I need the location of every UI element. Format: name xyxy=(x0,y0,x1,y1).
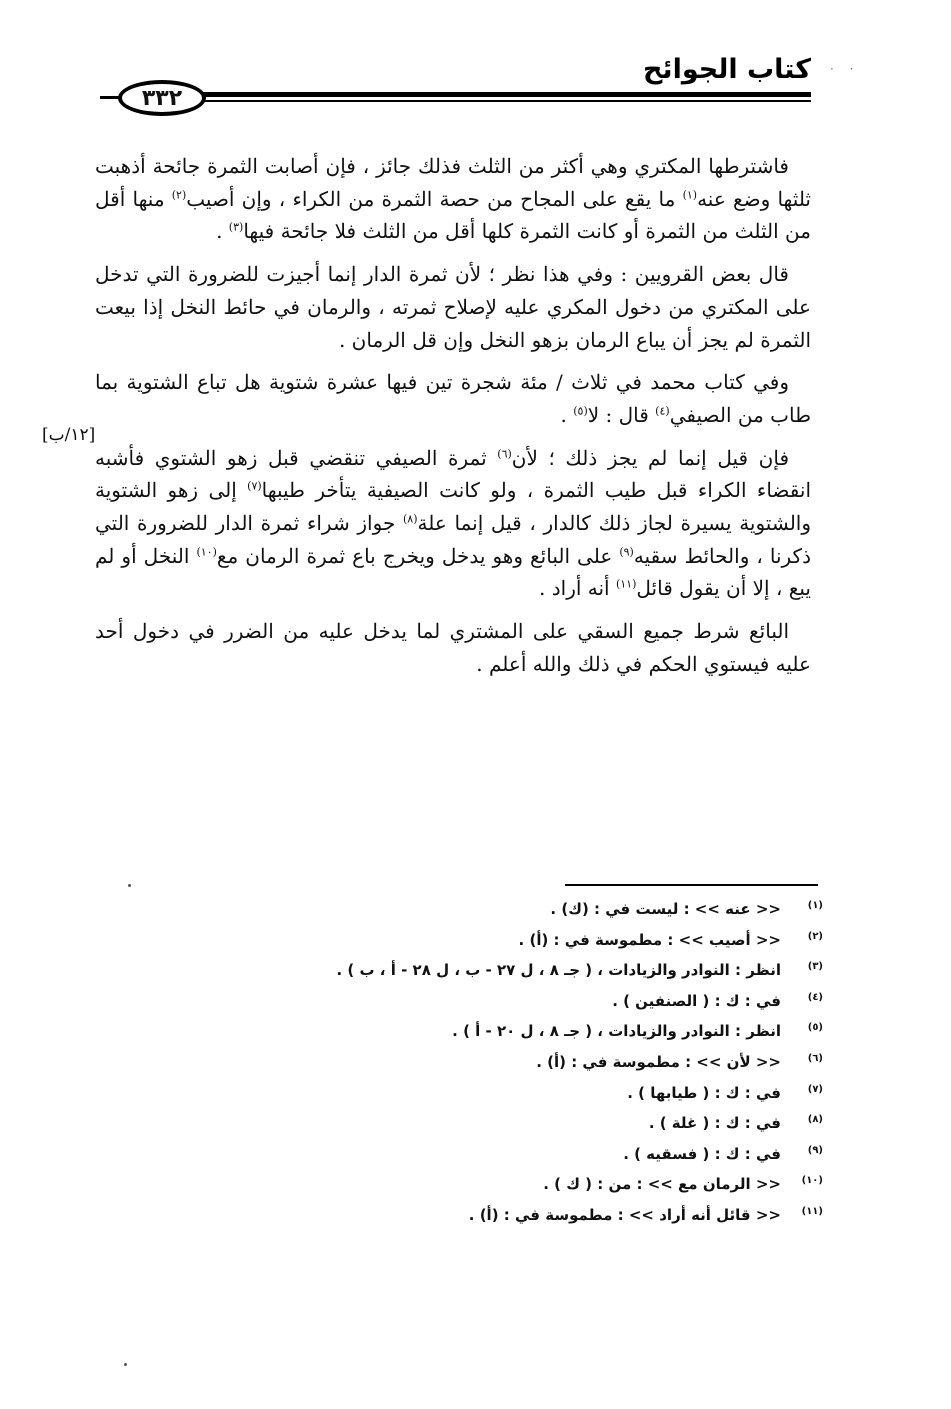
footnote-number: (١٠) xyxy=(801,1175,823,1187)
paragraph xyxy=(95,366,811,431)
scan-speck xyxy=(124,1363,127,1366)
text-run: إلى زهو الشتوية والشتوية يسيرة لجاز ذلك كالدار ، قيل إنما علة xyxy=(95,478,811,536)
footnote-item xyxy=(263,1206,823,1237)
text-run: . xyxy=(560,402,574,427)
footnote-number: (١) xyxy=(807,900,823,911)
footnote-item xyxy=(263,900,823,931)
footnote-text: في : ك : ( الصنفين ) . xyxy=(612,991,781,1010)
footnote-ref: (٤) xyxy=(655,404,670,418)
footnote-ref: (١١) xyxy=(615,577,637,591)
page-number: ٣٣٢ xyxy=(141,85,183,111)
paragraph xyxy=(95,615,811,680)
footnote-number: (٦) xyxy=(807,1052,823,1064)
footnote-ref: (٦) xyxy=(497,446,512,460)
footnote-text: << لأن >> : مطموسة في : (أ) . xyxy=(536,1052,781,1071)
text-run: قال بعض القرويين : وفي هذا نظر ؛ لأن ثمرة الدار إنما أجيزت للضرورة التي تدخل على المكتري من دخول المكري عليه لإصلاح ثمرته ، والرمان في حائط النخل إذا بيعت الثمرة لم يجز أن يباع الرمان بزهو النخل وإن قل الرمان . xyxy=(95,262,811,352)
footnote-item xyxy=(263,1053,823,1084)
scan-speck xyxy=(128,884,131,887)
text-run: فاشترطها المكتري وهي أكثر من الثلث فذلك جائز ، فإن أصابت الثمرة جائحة أذهبت ثلثها وضع عنه xyxy=(95,154,812,211)
footnote-number: (٥) xyxy=(807,1022,823,1034)
footnote-rule xyxy=(565,884,818,886)
margin-folio-note: [١٢/ب] xyxy=(42,425,96,445)
running-title: كتاب الجوائح xyxy=(642,54,811,85)
footnote-item xyxy=(263,931,823,962)
footnote-number: (٧) xyxy=(807,1083,823,1095)
paragraph xyxy=(95,258,811,356)
text-run: النخل أو لم يبع ، إلا أن يقول قائل xyxy=(95,543,811,601)
footnote-number: (٢) xyxy=(807,930,823,942)
footnote-ref: (٥) xyxy=(573,404,588,418)
scan-specks: · · xyxy=(830,62,860,76)
footnote-text: << عنه >> : ليست في : (ك) . xyxy=(550,900,781,918)
header-rule xyxy=(200,92,811,97)
body-text xyxy=(95,150,811,681)
text-run: قال : لا xyxy=(587,402,656,427)
text-run: على البائع وهو يدخل ويخرج باع ثمرة الرمان مع xyxy=(216,543,620,568)
footnote-item xyxy=(263,961,823,992)
paragraph xyxy=(95,442,811,606)
footnote-number: (٩) xyxy=(807,1144,823,1156)
footnote-number: (٤) xyxy=(807,991,823,1003)
header-rule-thin xyxy=(200,100,811,102)
footnote-text: << قائل أنه أراد >> : مطموسة في : (أ) . xyxy=(468,1205,781,1224)
footnote-ref: (٣) xyxy=(228,220,244,234)
footnote-number: (٣) xyxy=(807,961,823,973)
footnote-item xyxy=(263,1175,823,1206)
paragraph xyxy=(95,150,811,248)
text-run: فإن قيل إنما لم يجز ذلك ؛ لأن xyxy=(511,445,790,470)
footnote-ref: (٩) xyxy=(619,545,634,559)
footnote-item xyxy=(263,1114,823,1145)
text-run: منها أقل من الثلث من الثمرة أو كانت الثمرة كلها أقل من الثلث فلا جائحة فيها xyxy=(95,186,811,244)
text-run: جواز شراء ثمرة الدار للضرورة التي ذكرنا ، والحائط سقيه xyxy=(95,511,811,568)
footnotes xyxy=(263,900,823,1237)
footnote-text: انظر : النوادر والزيادات ، ( جـ ٨ ، ل ٢٧ - ب ، ل ٢٨ - أ ، ب ) . xyxy=(336,961,781,980)
text-run: وفي كتاب محمد في ثلاث / مئة شجرة تين فيها عشرة شتوية هل تباع الشتوية بما طاب من الصيفي xyxy=(95,370,811,427)
footnote-ref: (١٠) xyxy=(196,545,217,559)
footnote-item xyxy=(263,1145,823,1176)
footnote-text: انظر : النوادر والزيادات ، ( جـ ٨ ، ل ٢٠ - أ ) . xyxy=(452,1022,781,1041)
footnote-text: << أصيب >> : مطموسة في : (أ) . xyxy=(518,930,781,949)
text-run: ثمرة الصيفي تنقضي قبل زهو الشتوي فأشبه انقضاء الكراء قبل طيب الثمرة ، ولو كانت الصيفية يتأخر طيبها xyxy=(95,445,812,503)
footnote-text: في : ك : ( غلة ) . xyxy=(648,1114,781,1133)
footnote-item xyxy=(263,1084,823,1115)
footnote-item xyxy=(263,992,823,1023)
footnote-ref: (١) xyxy=(682,188,698,202)
footnote-text: في : ك : ( طيابها ) . xyxy=(627,1083,781,1102)
footnote-text: << الرمان مع >> : من : ( ك ) . xyxy=(543,1175,781,1194)
footnote-number: (١١) xyxy=(801,1205,823,1217)
text-run: ما يقع على المجاح من حصة الثمرة من الكراء ، وإن أصيب xyxy=(186,186,683,211)
footnote-item xyxy=(263,1022,823,1053)
footnote-number: (٨) xyxy=(807,1114,823,1126)
text-run: أنه أراد . xyxy=(539,576,616,601)
page-number-oval xyxy=(118,80,206,116)
footnote-ref: (٢) xyxy=(171,188,187,202)
footnote-ref: (٨) xyxy=(403,512,418,526)
text-run: . xyxy=(216,219,229,244)
text-run: البائع شرط جميع السقي على المشتري لما يدخل عليه من الضرر في دخول أحد عليه فيستوي الحكم في ذلك والله أعلم . xyxy=(95,619,811,676)
footnote-text: في : ك : ( فسقيه ) . xyxy=(623,1144,781,1163)
footnote-ref: (٧) xyxy=(247,479,262,493)
